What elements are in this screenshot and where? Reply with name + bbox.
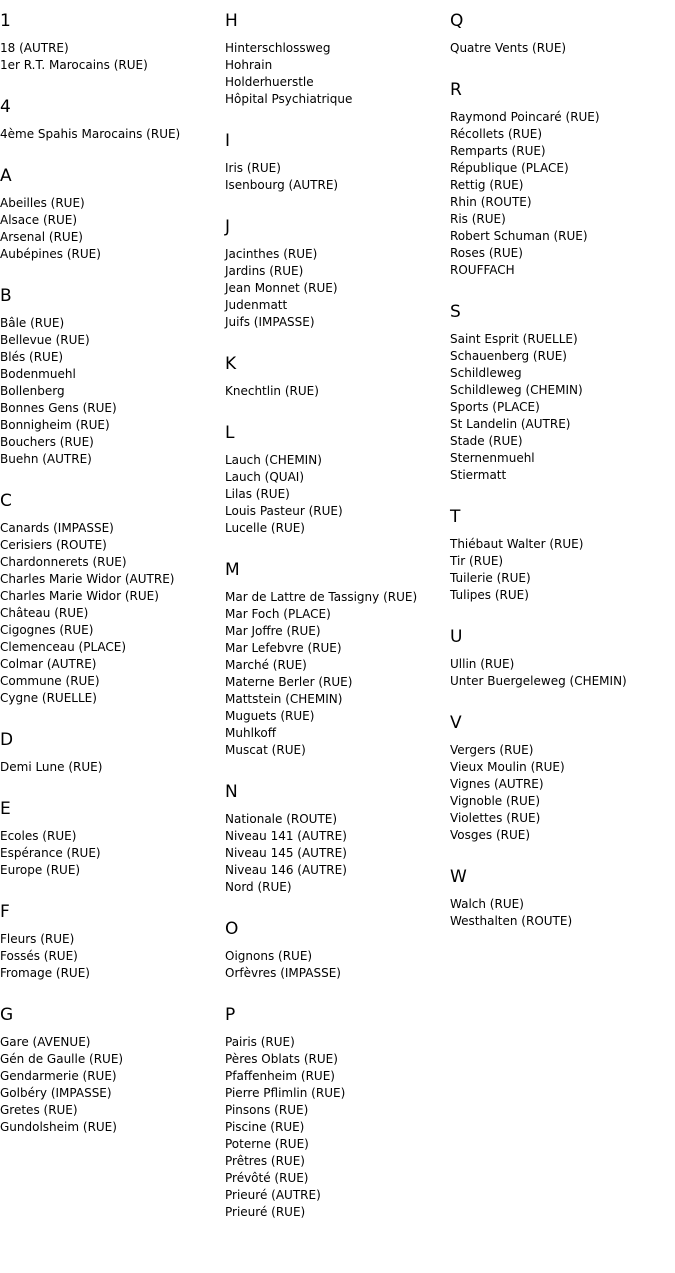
letter-heading: A xyxy=(0,166,12,186)
street-link[interactable]: Pères Oblats (RUE) xyxy=(225,1052,338,1066)
street-link[interactable]: Canards (IMPASSE) xyxy=(0,521,114,535)
street-list xyxy=(225,948,447,982)
street-link[interactable]: Tuilerie (RUE) xyxy=(450,571,531,585)
street-list xyxy=(0,828,222,879)
index-column xyxy=(450,10,672,952)
letter-heading: F xyxy=(0,902,10,922)
street-link[interactable]: Jean Monnet (RUE) xyxy=(225,281,338,295)
street-link[interactable]: Ecoles (RUE) xyxy=(0,829,77,843)
street-list xyxy=(450,40,672,57)
street-link[interactable]: Ullin (RUE) xyxy=(450,657,515,671)
street-link[interactable]: Judenmatt xyxy=(225,298,288,312)
street-link[interactable]: Vieux Moulin (RUE) xyxy=(450,760,565,774)
street-list xyxy=(0,40,222,74)
letter-heading: M xyxy=(225,560,240,580)
street-list xyxy=(0,195,222,263)
street-link[interactable]: Tulipes (RUE) xyxy=(450,588,529,602)
street-link[interactable]: Rettig (RUE) xyxy=(450,178,524,192)
street-link[interactable]: Materne Berler (RUE) xyxy=(225,675,353,689)
street-link[interactable]: Hinterschlossweg xyxy=(225,41,331,55)
street-link[interactable]: Schauenberg (RUE) xyxy=(450,349,567,363)
street-link[interactable]: Bouchers (RUE) xyxy=(0,435,94,449)
letter-heading: I xyxy=(225,131,231,151)
index-column xyxy=(0,10,222,1158)
street-link[interactable]: Vosges (RUE) xyxy=(450,828,531,842)
street-link[interactable]: Bâle (RUE) xyxy=(0,316,65,330)
street-link[interactable]: Walch (RUE) xyxy=(450,897,524,911)
street-list xyxy=(225,40,447,108)
street-list xyxy=(0,520,222,707)
street-link[interactable]: Fromage (RUE) xyxy=(0,966,90,980)
street-link[interactable]: Pfaffenheim (RUE) xyxy=(225,1069,335,1083)
street-link[interactable]: Niveau 145 (AUTRE) xyxy=(225,846,347,860)
street-link[interactable]: Sternenmuehl xyxy=(450,451,535,465)
street-link[interactable]: Espérance (RUE) xyxy=(0,846,101,860)
letter-heading: U xyxy=(450,627,463,647)
letter-heading: T xyxy=(450,507,461,527)
street-link[interactable]: Demi Lune (RUE) xyxy=(0,760,103,774)
index-column xyxy=(225,10,447,1243)
street-link[interactable]: Robert Schuman (RUE) xyxy=(450,229,588,243)
street-link[interactable]: Blés (RUE) xyxy=(0,350,64,364)
street-list xyxy=(450,896,672,930)
street-list xyxy=(225,589,447,759)
street-link[interactable]: Rhin (ROUTE) xyxy=(450,195,532,209)
street-link[interactable]: St Landelin (AUTRE) xyxy=(450,417,571,431)
letter-group xyxy=(0,729,222,776)
street-link[interactable]: Vergers (RUE) xyxy=(450,743,534,757)
street-link[interactable]: Knechtlin (RUE) xyxy=(225,384,319,398)
street-list xyxy=(450,536,672,604)
street-link[interactable]: Bollenberg xyxy=(0,384,65,398)
letter-heading: Q xyxy=(450,11,464,31)
street-link[interactable]: Schildleweg xyxy=(450,366,522,380)
letter-group xyxy=(225,559,447,759)
street-link[interactable]: Vignoble (RUE) xyxy=(450,794,541,808)
street-link[interactable]: Arsenal (RUE) xyxy=(0,230,83,244)
letter-group xyxy=(225,130,447,194)
street-link[interactable]: Schildleweg (CHEMIN) xyxy=(450,383,583,397)
street-link[interactable]: Orfèvres (IMPASSE) xyxy=(225,966,341,980)
letter-group xyxy=(0,165,222,263)
street-link[interactable]: Niveau 146 (AUTRE) xyxy=(225,863,347,877)
street-link[interactable]: Mar Foch (PLACE) xyxy=(225,607,331,621)
letter-group xyxy=(450,79,672,279)
letter-heading: W xyxy=(450,867,467,887)
street-link[interactable]: Muscat (RUE) xyxy=(225,743,306,757)
street-link[interactable]: Oignons (RUE) xyxy=(225,949,313,963)
street-list xyxy=(0,931,222,982)
street-link[interactable]: Roses (RUE) xyxy=(450,246,523,260)
street-link[interactable]: Lauch (QUAI) xyxy=(225,470,305,484)
street-list xyxy=(0,1034,222,1136)
street-link[interactable]: Commune (RUE) xyxy=(0,674,100,688)
street-link[interactable]: Jardins (RUE) xyxy=(225,264,304,278)
letter-heading: V xyxy=(450,713,462,733)
street-list xyxy=(225,246,447,331)
street-link[interactable]: Récollets (RUE) xyxy=(450,127,543,141)
street-link[interactable]: Europe (RUE) xyxy=(0,863,81,877)
street-link[interactable]: 4ème Spahis Marocains (RUE) xyxy=(0,127,181,141)
letter-group xyxy=(225,353,447,400)
street-link[interactable]: Piscine (RUE) xyxy=(225,1120,305,1134)
letter-group xyxy=(225,216,447,331)
letter-heading: S xyxy=(450,302,461,322)
letter-group xyxy=(225,781,447,896)
street-link[interactable]: Nord (RUE) xyxy=(225,880,292,894)
street-link[interactable]: Prieuré (RUE) xyxy=(225,1205,306,1219)
street-link[interactable]: Cygne (RUELLE) xyxy=(0,691,97,705)
street-link[interactable]: Gare (AVENUE) xyxy=(0,1035,91,1049)
street-link[interactable]: Mar de Lattre de Tassigny (RUE) xyxy=(225,590,418,604)
street-link[interactable]: 18 (AUTRE) xyxy=(0,41,69,55)
letter-heading: 1 xyxy=(0,11,11,31)
street-link[interactable]: Hohrain xyxy=(225,58,273,72)
street-link[interactable]: Buehn (AUTRE) xyxy=(0,452,92,466)
street-link[interactable]: Pierre Pflimlin (RUE) xyxy=(225,1086,346,1100)
letter-group xyxy=(225,1004,447,1221)
street-list xyxy=(0,126,222,143)
letter-group xyxy=(225,918,447,982)
street-link[interactable]: Marché (RUE) xyxy=(225,658,307,672)
letter-group xyxy=(0,1004,222,1136)
street-link[interactable]: Juifs (IMPASSE) xyxy=(225,315,315,329)
street-link[interactable]: Lilas (RUE) xyxy=(225,487,290,501)
street-link[interactable]: Ris (RUE) xyxy=(450,212,506,226)
street-list xyxy=(0,315,222,468)
street-link[interactable]: Gén de Gaulle (RUE) xyxy=(0,1052,124,1066)
street-link[interactable]: Prêtres (RUE) xyxy=(225,1154,305,1168)
street-link[interactable]: Chardonnerets (RUE) xyxy=(0,555,127,569)
street-link[interactable]: Gretes (RUE) xyxy=(0,1103,78,1117)
letter-group xyxy=(0,490,222,707)
street-link[interactable]: Cerisiers (ROUTE) xyxy=(0,538,107,552)
letter-heading: C xyxy=(0,491,12,511)
street-link[interactable]: Violettes (RUE) xyxy=(450,811,541,825)
street-link[interactable]: Muhlkoff xyxy=(225,726,277,740)
street-link[interactable]: Fossés (RUE) xyxy=(0,949,78,963)
street-list xyxy=(225,811,447,896)
street-link[interactable]: Saint Esprit (RUELLE) xyxy=(450,332,578,346)
street-list xyxy=(450,331,672,484)
street-link[interactable]: Lauch (CHEMIN) xyxy=(225,453,322,467)
letter-group xyxy=(0,798,222,879)
letter-group xyxy=(0,10,222,74)
street-link[interactable]: Château (RUE) xyxy=(0,606,89,620)
letter-heading: R xyxy=(450,80,462,100)
street-link[interactable]: Mar Joffre (RUE) xyxy=(225,624,321,638)
street-link[interactable]: Lucelle (RUE) xyxy=(225,521,305,535)
letter-group xyxy=(450,712,672,844)
street-list xyxy=(225,452,447,537)
street-link[interactable]: Fleurs (RUE) xyxy=(0,932,75,946)
street-link[interactable]: Bonnigheim (RUE) xyxy=(0,418,110,432)
street-link[interactable]: Abeilles (RUE) xyxy=(0,196,85,210)
street-link[interactable]: Prieuré (AUTRE) xyxy=(225,1188,321,1202)
street-link[interactable]: Bodenmuehl xyxy=(0,367,76,381)
street-link[interactable]: Gendarmerie (RUE) xyxy=(0,1069,117,1083)
street-link[interactable]: Louis Pasteur (RUE) xyxy=(225,504,343,518)
letter-heading: P xyxy=(225,1005,236,1025)
street-list xyxy=(450,656,672,690)
letter-group xyxy=(450,866,672,930)
letter-heading: B xyxy=(0,286,12,306)
letter-group xyxy=(225,422,447,537)
letter-group xyxy=(225,10,447,108)
letter-group xyxy=(0,901,222,982)
street-link[interactable]: Isenbourg (AUTRE) xyxy=(225,178,339,192)
street-link[interactable]: Colmar (AUTRE) xyxy=(0,657,97,671)
letter-heading: J xyxy=(225,217,231,237)
street-link[interactable]: Iris (RUE) xyxy=(225,161,281,175)
street-link[interactable]: Holderhuerstle xyxy=(225,75,314,89)
street-link[interactable]: Clemenceau (PLACE) xyxy=(0,640,127,654)
letter-heading: D xyxy=(0,730,14,750)
street-link[interactable]: Muguets (RUE) xyxy=(225,709,315,723)
street-link[interactable]: Pinsons (RUE) xyxy=(225,1103,309,1117)
street-link[interactable]: Charles Marie Widor (AUTRE) xyxy=(0,572,175,586)
letter-group xyxy=(450,626,672,690)
street-link[interactable]: Golbéry (IMPASSE) xyxy=(0,1086,112,1100)
street-link[interactable]: Gundolsheim (RUE) xyxy=(0,1120,117,1134)
street-link[interactable]: Prévôté (RUE) xyxy=(225,1171,309,1185)
street-link[interactable]: Stade (RUE) xyxy=(450,434,523,448)
street-link[interactable]: Bonnes Gens (RUE) xyxy=(0,401,117,415)
street-link[interactable]: Tir (RUE) xyxy=(450,554,504,568)
street-list xyxy=(225,160,447,194)
street-link[interactable]: Westhalten (ROUTE) xyxy=(450,914,573,928)
street-link[interactable]: Jacinthes (RUE) xyxy=(225,247,318,261)
street-link[interactable]: Niveau 141 (AUTRE) xyxy=(225,829,347,843)
letter-heading: E xyxy=(0,799,11,819)
letter-group xyxy=(0,285,222,468)
letter-heading: 4 xyxy=(0,97,11,117)
street-link[interactable]: ROUFFACH xyxy=(450,263,515,277)
letter-heading: H xyxy=(225,11,238,31)
street-link[interactable]: République (PLACE) xyxy=(450,161,569,175)
letter-group xyxy=(0,96,222,143)
letter-heading: G xyxy=(0,1005,14,1025)
street-list xyxy=(450,742,672,844)
street-link[interactable]: Remparts (RUE) xyxy=(450,144,546,158)
letter-group xyxy=(450,10,672,57)
street-link[interactable]: Hôpital Psychiatrique xyxy=(225,92,353,106)
street-link[interactable]: Charles Marie Widor (RUE) xyxy=(0,589,159,603)
street-link[interactable]: Mar Lefebvre (RUE) xyxy=(225,641,342,655)
street-link[interactable]: Poterne (RUE) xyxy=(225,1137,309,1151)
street-link[interactable]: 1er R.T. Marocains (RUE) xyxy=(0,58,148,72)
street-link[interactable]: Pairis (RUE) xyxy=(225,1035,295,1049)
letter-heading: N xyxy=(225,782,238,802)
street-list xyxy=(450,109,672,279)
street-list xyxy=(225,1034,447,1221)
street-link[interactable]: Alsace (RUE) xyxy=(0,213,78,227)
street-list xyxy=(0,759,222,776)
letter-group xyxy=(450,506,672,604)
street-link[interactable]: Stiermatt xyxy=(450,468,507,482)
letter-heading: O xyxy=(225,919,239,939)
street-link[interactable]: Raymond Poincaré (RUE) xyxy=(450,110,600,124)
street-link[interactable]: Nationale (ROUTE) xyxy=(225,812,338,826)
letter-heading: K xyxy=(225,354,237,374)
street-link[interactable]: Aubépines (RUE) xyxy=(0,247,101,261)
street-link[interactable]: Vignes (AUTRE) xyxy=(450,777,544,791)
street-link[interactable]: Cigognes (RUE) xyxy=(0,623,94,637)
street-link[interactable]: Quatre Vents (RUE) xyxy=(450,41,567,55)
letter-heading: L xyxy=(225,423,235,443)
street-link[interactable]: Mattstein (CHEMIN) xyxy=(225,692,343,706)
street-link[interactable]: Bellevue (RUE) xyxy=(0,333,90,347)
letter-group xyxy=(450,301,672,484)
street-link[interactable]: Sports (PLACE) xyxy=(450,400,540,414)
street-link[interactable]: Thiébaut Walter (RUE) xyxy=(450,537,584,551)
street-link[interactable]: Unter Buergeleweg (CHEMIN) xyxy=(450,674,627,688)
street-list xyxy=(225,383,447,400)
